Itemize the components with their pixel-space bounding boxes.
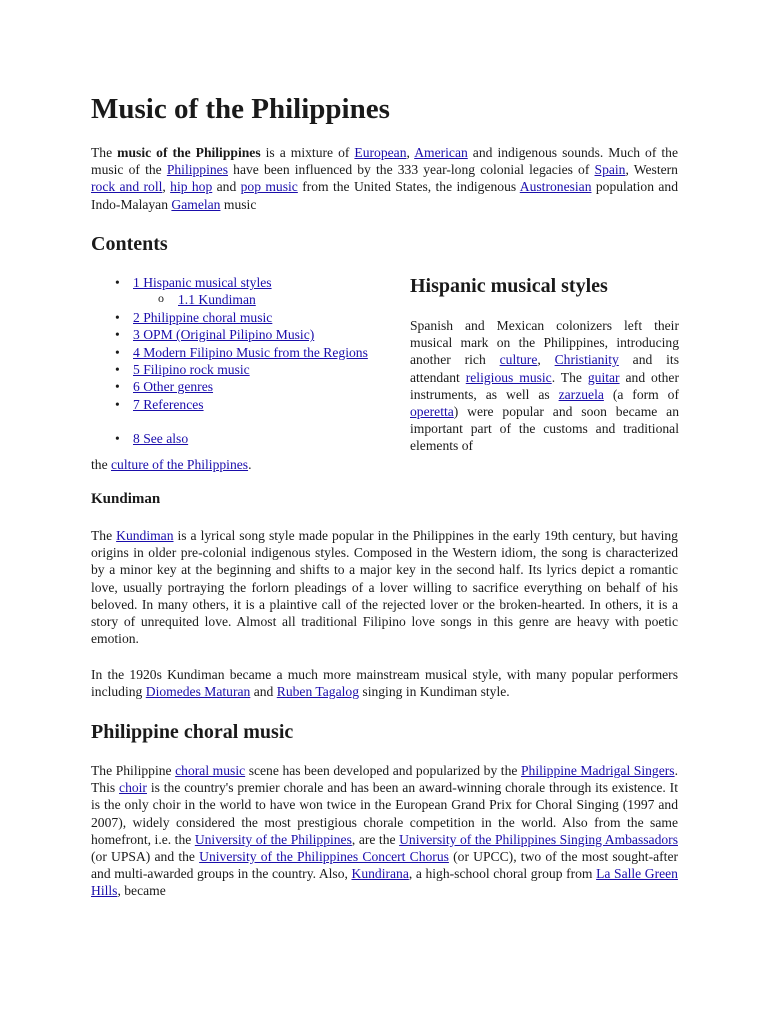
link-pop-music[interactable]: pop music — [240, 179, 298, 195]
toc-link-opm[interactable]: 3 OPM (Original Pilipino Music) — [133, 327, 315, 343]
kundiman-text: singing in Kundiman style. — [359, 684, 510, 700]
toc-link-rock[interactable]: 5 Filipino rock music — [133, 362, 250, 378]
toc-item — [115, 326, 405, 343]
kundiman-paragraph-2 — [91, 666, 678, 700]
choral-text: (or UPSA) and the — [91, 849, 200, 865]
link-spain[interactable]: Spain — [594, 162, 626, 178]
hispanic-text: Spanish and Mexican colonizers left their musical mark on the Philippines, introducing another rich — [410, 318, 679, 368]
intro-text: , — [162, 179, 171, 195]
choral-text: , became — [117, 883, 166, 899]
intro-text: , — [406, 145, 415, 160]
table-of-contents — [115, 274, 405, 448]
intro-text: from the United States, the indigenous — [297, 179, 520, 195]
toc-item — [115, 430, 405, 447]
link-university-of-the-philippines[interactable]: University of the Philippines — [194, 831, 352, 847]
choral-text: (or UPCC), two of the most sought-after and multi-awarded groups in the country. Also, — [91, 849, 678, 882]
toc-link-see-also[interactable]: 8 See also — [133, 431, 189, 447]
link-choir[interactable]: choir — [119, 780, 147, 796]
link-philippine-madrigal-singers[interactable]: Philippine Madrigal Singers — [520, 763, 675, 778]
link-culture-of-the-philippines[interactable]: culture of the Philippines — [111, 457, 249, 472]
toc-item — [115, 396, 405, 413]
link-hip-hop[interactable]: hip hop — [170, 179, 213, 195]
link-operetta[interactable]: operetta — [410, 404, 454, 420]
kundiman-paragraph-1 — [91, 527, 678, 647]
choral-text: scene has been developed and popularized by the — [245, 763, 521, 778]
link-european[interactable]: European — [354, 145, 407, 160]
link-la-salle-green-hills[interactable]: La Salle Green Hills — [91, 866, 678, 899]
hispanic-text: and other instruments, as well as — [410, 369, 679, 402]
link-diomedes-maturan[interactable]: Diomedes Maturan — [145, 684, 251, 700]
page-title: Music of the Philippines — [91, 93, 390, 125]
kundiman-text: and — [250, 684, 277, 700]
intro-text: is a mixture of — [260, 145, 355, 160]
toc-item — [115, 361, 405, 378]
link-choral-music[interactable]: choral music — [175, 763, 246, 778]
choral-heading: Philippine choral music — [91, 721, 294, 743]
link-guitar[interactable]: guitar — [587, 369, 620, 385]
choral-text: , are the — [351, 831, 400, 847]
intro-paragraph — [91, 144, 678, 213]
hispanic-paragraph — [410, 317, 679, 455]
link-christianity[interactable]: Christianity — [554, 352, 619, 368]
choral-paragraph — [91, 762, 678, 900]
choral-text: is the country's premier chorale and has been an award-winning chorale through its existence. It is the only choir in the world to have won twice in the European Grand Prix for Choral Singing (1997 and 2007), widely considered the most prestigious chorale competition in the world. Also from the same homefront, i.e. the — [91, 780, 678, 847]
kundiman-text: In the 1920s Kundiman became a much more mainstream musical style, with many popular performers including — [91, 667, 678, 700]
toc-link-references[interactable]: 7 References — [133, 396, 204, 412]
link-zarzuela[interactable]: zarzuela — [558, 386, 604, 402]
choral-text: The Philippine — [91, 763, 176, 778]
link-american[interactable]: American — [414, 145, 468, 160]
link-up-concert-chorus[interactable]: University of the Philippines Concert Chorus — [199, 849, 449, 865]
toc-link-regions[interactable]: 4 Modern Filipino Music from the Regions — [133, 344, 368, 360]
choral-text: . This — [91, 763, 678, 796]
link-up-singing-ambassadors[interactable]: University of the Philippines Singing Ambassadors — [399, 831, 678, 847]
intro-text: The — [91, 145, 118, 160]
intro-text: and — [212, 179, 241, 195]
hispanic-heading: Hispanic musical styles — [410, 275, 608, 297]
hispanic-text: and its attendant — [410, 352, 679, 385]
toc-link-other-genres[interactable]: 6 Other genres — [133, 379, 214, 395]
link-philippines[interactable]: Philippines — [166, 162, 229, 178]
toc-link-choral[interactable]: 2 Philippine choral music — [133, 309, 273, 325]
toc-item — [115, 378, 405, 395]
hispanic-text: (a form of — [603, 386, 679, 402]
link-rock-and-roll[interactable]: rock and roll — [91, 179, 163, 195]
kundiman-text: The — [91, 528, 117, 543]
intro-text: , Western — [625, 162, 678, 178]
kundiman-heading: Kundiman — [91, 491, 161, 507]
toc-link-kundiman[interactable]: 1.1 Kundiman — [178, 292, 256, 308]
culture-line — [91, 456, 391, 473]
kundiman-text: is a lyrical song style made popular in the Philippines in the early 19th century, but having origins in older pre-colonial indigenous styles. Composed in the Western idiom, the song is characterized by a minor key at the beginning and shifts to a major key in the second half. Its lyrics depict a romantic love, usually portraying the forlorn pleadings of a lover willing to sacrifice everything on behalf of his beloved. In many others, it is a plaintive call of the rejected lover or the broken-hearted. In others, it is a story of unrequited love. Almost all traditional Filipino love songs in this genre are heavy with poetic emotion. — [91, 528, 678, 647]
link-kundirana[interactable]: Kundirana — [351, 866, 409, 882]
link-culture[interactable]: culture — [499, 352, 538, 368]
intro-text: and indigenous sounds. Much of the music of the — [91, 145, 678, 178]
intro-text: have been influenced by the 333 year-long colonial legacies of — [228, 162, 595, 178]
intro-bold-term: music of the Philippines — [117, 145, 261, 160]
culture-line-text: . — [248, 457, 252, 472]
link-austronesian[interactable]: Austronesian — [519, 179, 592, 195]
intro-text: population and Indo-Malayan — [91, 179, 678, 212]
toc-subitem — [115, 291, 405, 308]
choral-text: , a high-school choral group from — [408, 866, 597, 882]
hispanic-text: , — [537, 352, 555, 368]
toc-item — [115, 344, 405, 361]
link-religious-music[interactable]: religious music — [465, 369, 552, 385]
culture-line-text: the — [91, 457, 112, 472]
intro-text: music — [220, 196, 257, 212]
toc-item — [115, 309, 405, 326]
hispanic-text: . The — [551, 369, 588, 385]
link-kundiman[interactable]: Kundiman — [116, 528, 174, 543]
link-gamelan[interactable]: Gamelan — [171, 196, 221, 212]
toc-link-hispanic[interactable]: 1 Hispanic musical styles — [133, 275, 272, 290]
link-ruben-tagalog[interactable]: Ruben Tagalog — [276, 684, 359, 700]
contents-heading: Contents — [91, 233, 168, 255]
hispanic-text: ) were popular and soon became an important part of the customs and traditional elements of — [410, 404, 679, 454]
toc-item — [115, 274, 405, 291]
